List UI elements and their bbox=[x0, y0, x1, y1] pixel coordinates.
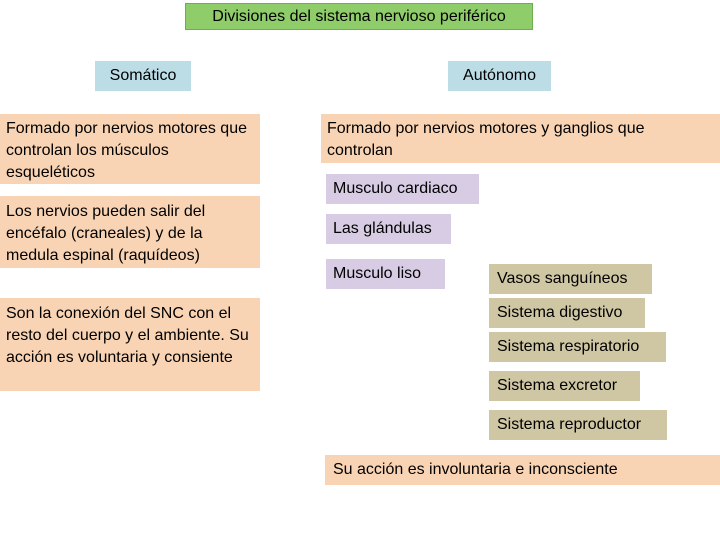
somatico-item-3: Son la conexión del SNC con el resto del cuerpo y el ambiente. Su acción es voluntaria y consiente bbox=[0, 298, 260, 391]
organ-vasos-sanguineos: Vasos sanguíneos bbox=[489, 264, 652, 294]
autonomo-conclusion: Su acción es involuntaria e inconsciente bbox=[325, 455, 720, 485]
autonomo-description: Formado por nervios motores y ganglios que controlan bbox=[321, 114, 720, 163]
target-glandulas: Las glándulas bbox=[326, 214, 451, 244]
organ-sistema-digestivo: Sistema digestivo bbox=[489, 298, 645, 328]
somatico-item-2: Los nervios pueden salir del encéfalo (craneales) y de la medula espinal (raquídeos) bbox=[0, 196, 260, 268]
organ-sistema-reproductor: Sistema reproductor bbox=[489, 410, 667, 440]
somatico-header: Somático bbox=[95, 61, 191, 91]
diagram-title: Divisiones del sistema nervioso periférico bbox=[185, 3, 533, 30]
organ-sistema-respiratorio: Sistema respiratorio bbox=[489, 332, 666, 362]
target-musculo-liso: Musculo liso bbox=[326, 259, 445, 289]
target-musculo-cardiaco: Musculo cardiaco bbox=[326, 174, 479, 204]
organ-sistema-excretor: Sistema excretor bbox=[489, 371, 640, 401]
somatico-item-1: Formado por nervios motores que controlan los músculos esqueléticos bbox=[0, 114, 260, 184]
autonomo-header: Autónomo bbox=[448, 61, 551, 91]
